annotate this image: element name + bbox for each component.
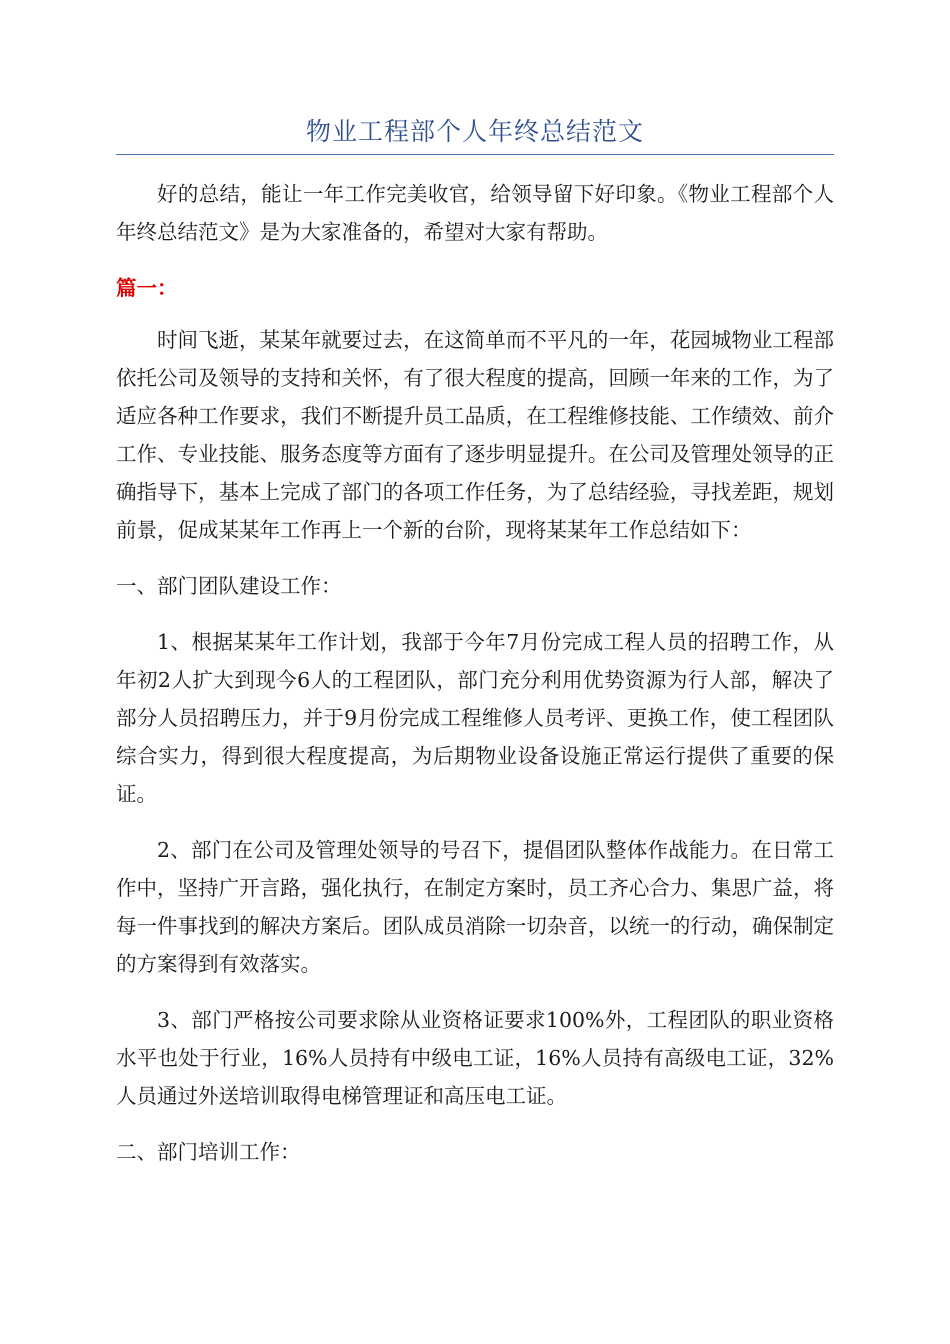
- subsection-heading: 一、部门团队建设工作：: [116, 574, 342, 598]
- body-paragraph: 3、部门严格按公司要求除从业资格证要求100%外，工程团队的职业资格水平也处于行业，16%人员持有中级电工证，16%人员持有高级电工证，32%人员通过外送培训取得电梯管理证和高压电工证。: [116, 1008, 834, 1108]
- document-body: [116, 175, 834, 1171]
- body-paragraph: 2、部门在公司及管理处领导的号召下，提倡团队整体作战能力。在日常工作中，坚持广开言路，强化执行，在制定方案时，员工齐心合力、集思广益，将每一件事找到的解决方案后。团队成员消除一切杂音，以统一的行动，确保制定的方案得到有效落实。: [116, 838, 834, 976]
- document-title: 物业工程部个人年终总结范文: [305, 117, 644, 146]
- intro-paragraph: 好的总结，能让一年工作完美收官，给领导留下好印象。《物业工程部个人年终总结范文》是为大家准备的，希望对大家有帮助。: [116, 182, 834, 244]
- section-heading: 篇一：: [116, 276, 178, 300]
- title-underline: [116, 154, 834, 155]
- subsection-heading: 二、部门培训工作：: [116, 1140, 301, 1164]
- body-paragraph: 1、根据某某年工作计划，我部于今年7月份完成工程人员的招聘工作，从年初2人扩大到现今6人的工程团队，部门充分利用优势资源为行人部，解决了部分人员招聘压力，并于9月份完成工程维修人员考评、更换工作，使工程团队综合实力，得到很大程度提高，为后期物业设备设施正常运行提供了重要的保证。: [116, 630, 834, 806]
- body-paragraph: 时间飞逝，某某年就要过去，在这简单而不平凡的一年，花园城物业工程部依托公司及领导的支持和关怀，有了很大程度的提高，回顾一年来的工作，为了适应各种工作要求，我们不断提升员工品质，在工程维修技能、工作绩效、前介工作、专业技能、服务态度等方面有了逐步明显提升。在公司及管理处领导的正确指导下，基本上完成了部门的各项工作任务，为了总结经验，寻找差距，规划前景，促成某某年工作再上一个新的台阶，现将某某年工作总结如下：: [116, 328, 834, 542]
